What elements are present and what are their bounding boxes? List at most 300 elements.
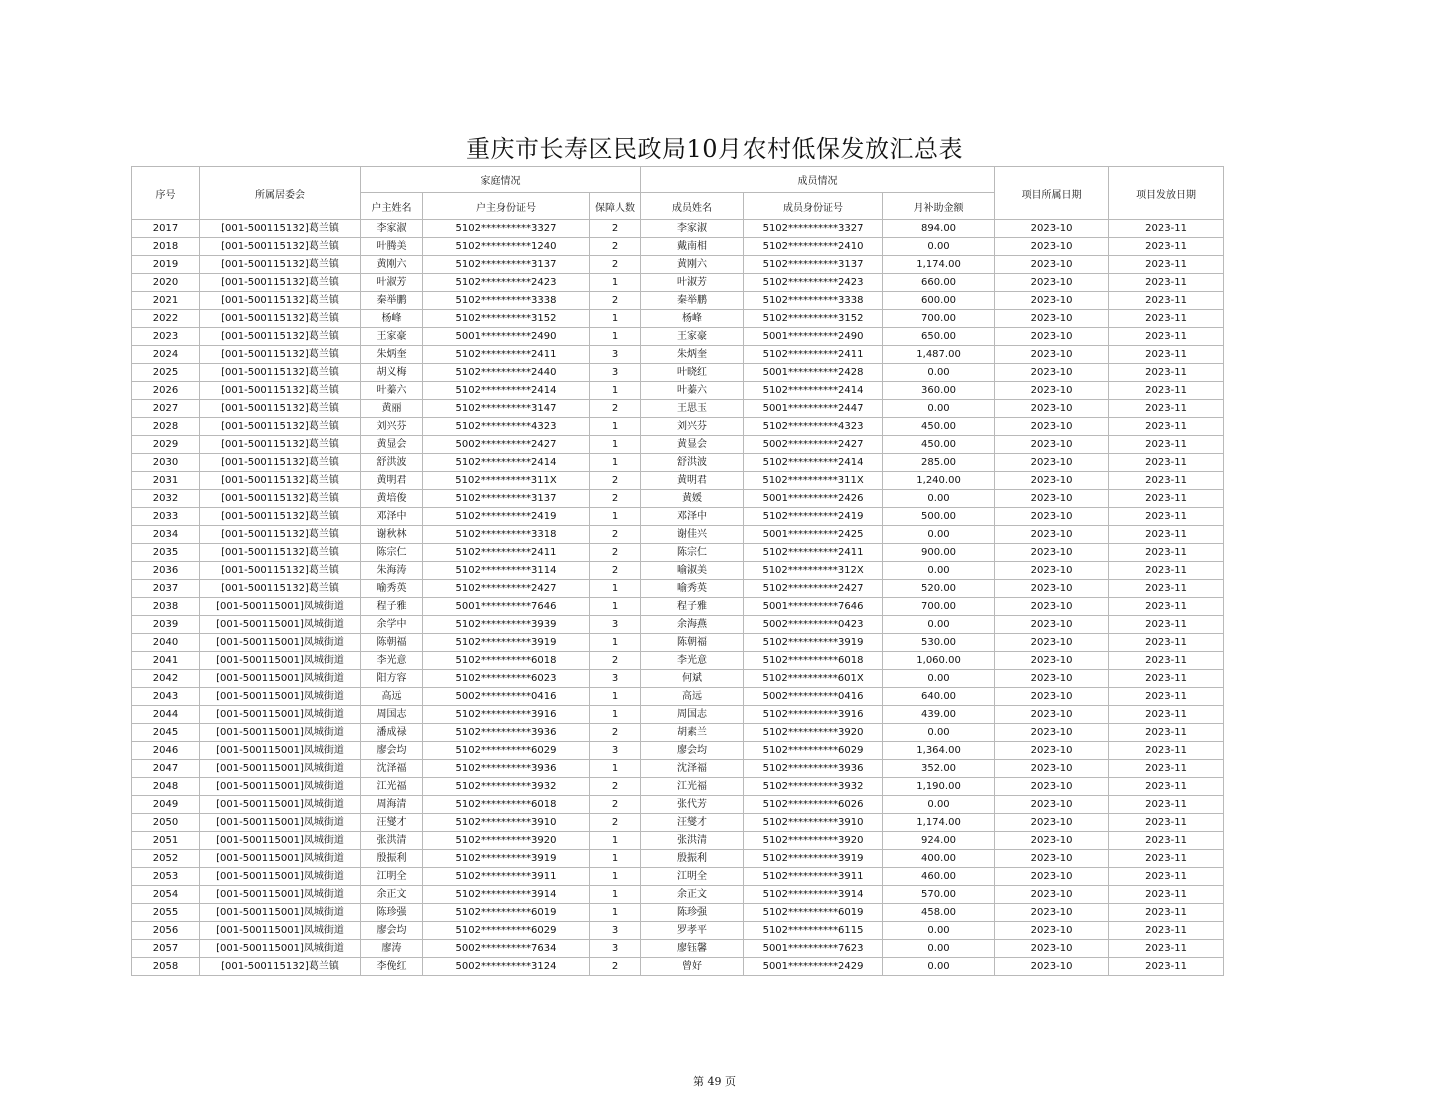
table-row bbox=[132, 562, 1224, 580]
head-name-cell: 黄丽 bbox=[361, 400, 423, 418]
committee-cell: [001-500115132]葛兰镇 bbox=[200, 292, 361, 310]
belong-date-cell: 2023-10 bbox=[995, 328, 1109, 346]
head-id-cell: 5102**********6019 bbox=[423, 904, 590, 922]
issue-date-cell: 2023-11 bbox=[1109, 526, 1224, 544]
monthly-amount-cell: 0.00 bbox=[883, 616, 995, 634]
seq-cell: 2038 bbox=[132, 598, 200, 616]
member-id-cell: 5102**********3932 bbox=[744, 778, 883, 796]
belong-date-cell: 2023-10 bbox=[995, 616, 1109, 634]
head-id-cell: 5102**********3916 bbox=[423, 706, 590, 724]
seq-cell: 2058 bbox=[132, 958, 200, 976]
insured-count-cell: 1 bbox=[590, 508, 641, 526]
member-id-cell: 5102**********3920 bbox=[744, 724, 883, 742]
head-name-cell: 喻秀英 bbox=[361, 580, 423, 598]
head-id-cell: 5102**********6029 bbox=[423, 922, 590, 940]
member-name-cell: 张洪清 bbox=[641, 832, 744, 850]
committee-cell: [001-500115132]葛兰镇 bbox=[200, 508, 361, 526]
member-name-cell: 何斌 bbox=[641, 670, 744, 688]
head-name-cell: 李光意 bbox=[361, 652, 423, 670]
seq-cell: 2049 bbox=[132, 796, 200, 814]
head-name-cell: 杨峰 bbox=[361, 310, 423, 328]
issue-date-cell: 2023-11 bbox=[1109, 472, 1224, 490]
issue-date-cell: 2023-11 bbox=[1109, 688, 1224, 706]
belong-date-cell: 2023-10 bbox=[995, 310, 1109, 328]
header-issue-date: 项目发放日期 bbox=[1109, 167, 1224, 220]
table-row bbox=[132, 544, 1224, 562]
issue-date-cell: 2023-11 bbox=[1109, 760, 1224, 778]
table-body bbox=[132, 220, 1224, 976]
belong-date-cell: 2023-10 bbox=[995, 904, 1109, 922]
committee-cell: [001-500115001]凤城街道 bbox=[200, 868, 361, 886]
head-name-cell: 朱海涛 bbox=[361, 562, 423, 580]
member-id-cell: 5102**********3152 bbox=[744, 310, 883, 328]
insured-count-cell: 2 bbox=[590, 814, 641, 832]
monthly-amount-cell: 360.00 bbox=[883, 382, 995, 400]
belong-date-cell: 2023-10 bbox=[995, 958, 1109, 976]
head-id-cell: 5102**********3338 bbox=[423, 292, 590, 310]
insured-count-cell: 1 bbox=[590, 328, 641, 346]
head-name-cell: 廖会均 bbox=[361, 742, 423, 760]
table-row bbox=[132, 706, 1224, 724]
monthly-amount-cell: 0.00 bbox=[883, 670, 995, 688]
member-id-cell: 5102**********2423 bbox=[744, 274, 883, 292]
table-row bbox=[132, 670, 1224, 688]
member-id-cell: 5102**********2427 bbox=[744, 580, 883, 598]
issue-date-cell: 2023-11 bbox=[1109, 598, 1224, 616]
table-row bbox=[132, 256, 1224, 274]
seq-cell: 2042 bbox=[132, 670, 200, 688]
seq-cell: 2035 bbox=[132, 544, 200, 562]
insured-count-cell: 1 bbox=[590, 760, 641, 778]
issue-date-cell: 2023-11 bbox=[1109, 886, 1224, 904]
header-head-id: 户主身份证号 bbox=[423, 193, 590, 220]
head-id-cell: 5002**********7634 bbox=[423, 940, 590, 958]
table-row bbox=[132, 922, 1224, 940]
monthly-amount-cell: 450.00 bbox=[883, 418, 995, 436]
monthly-amount-cell: 352.00 bbox=[883, 760, 995, 778]
seq-cell: 2054 bbox=[132, 886, 200, 904]
seq-cell: 2046 bbox=[132, 742, 200, 760]
belong-date-cell: 2023-10 bbox=[995, 778, 1109, 796]
head-name-cell: 廖会均 bbox=[361, 922, 423, 940]
monthly-amount-cell: 460.00 bbox=[883, 868, 995, 886]
monthly-amount-cell: 924.00 bbox=[883, 832, 995, 850]
committee-cell: [001-500115001]凤城街道 bbox=[200, 652, 361, 670]
committee-cell: [001-500115001]凤城街道 bbox=[200, 832, 361, 850]
member-id-cell: 5002**********0416 bbox=[744, 688, 883, 706]
member-name-cell: 黄刚六 bbox=[641, 256, 744, 274]
head-id-cell: 5102**********3137 bbox=[423, 256, 590, 274]
seq-cell: 2021 bbox=[132, 292, 200, 310]
belong-date-cell: 2023-10 bbox=[995, 220, 1109, 238]
committee-cell: [001-500115001]凤城街道 bbox=[200, 796, 361, 814]
monthly-amount-cell: 1,174.00 bbox=[883, 814, 995, 832]
head-id-cell: 5102**********2414 bbox=[423, 454, 590, 472]
table-row bbox=[132, 220, 1224, 238]
committee-cell: [001-500115001]凤城街道 bbox=[200, 778, 361, 796]
belong-date-cell: 2023-10 bbox=[995, 238, 1109, 256]
member-name-cell: 刘兴芬 bbox=[641, 418, 744, 436]
head-name-cell: 周国志 bbox=[361, 706, 423, 724]
table-header bbox=[132, 167, 1224, 220]
issue-date-cell: 2023-11 bbox=[1109, 256, 1224, 274]
monthly-amount-cell: 458.00 bbox=[883, 904, 995, 922]
monthly-amount-cell: 1,240.00 bbox=[883, 472, 995, 490]
member-id-cell: 5002**********2427 bbox=[744, 436, 883, 454]
table-row bbox=[132, 310, 1224, 328]
member-id-cell: 5001**********2426 bbox=[744, 490, 883, 508]
member-id-cell: 5102**********312X bbox=[744, 562, 883, 580]
belong-date-cell: 2023-10 bbox=[995, 886, 1109, 904]
table-row bbox=[132, 382, 1224, 400]
belong-date-cell: 2023-10 bbox=[995, 292, 1109, 310]
issue-date-cell: 2023-11 bbox=[1109, 832, 1224, 850]
head-name-cell: 胡义梅 bbox=[361, 364, 423, 382]
header-seq: 序号 bbox=[132, 167, 200, 220]
belong-date-cell: 2023-10 bbox=[995, 796, 1109, 814]
committee-cell: [001-500115001]凤城街道 bbox=[200, 670, 361, 688]
seq-cell: 2041 bbox=[132, 652, 200, 670]
head-name-cell: 叶腾美 bbox=[361, 238, 423, 256]
seq-cell: 2028 bbox=[132, 418, 200, 436]
belong-date-cell: 2023-10 bbox=[995, 490, 1109, 508]
committee-cell: [001-500115132]葛兰镇 bbox=[200, 580, 361, 598]
member-id-cell: 5102**********2414 bbox=[744, 454, 883, 472]
belong-date-cell: 2023-10 bbox=[995, 418, 1109, 436]
insured-count-cell: 1 bbox=[590, 886, 641, 904]
issue-date-cell: 2023-11 bbox=[1109, 508, 1224, 526]
head-id-cell: 5102**********3910 bbox=[423, 814, 590, 832]
member-id-cell: 5102**********2419 bbox=[744, 508, 883, 526]
member-name-cell: 高远 bbox=[641, 688, 744, 706]
seq-cell: 2040 bbox=[132, 634, 200, 652]
belong-date-cell: 2023-10 bbox=[995, 526, 1109, 544]
belong-date-cell: 2023-10 bbox=[995, 814, 1109, 832]
committee-cell: [001-500115132]葛兰镇 bbox=[200, 382, 361, 400]
insured-count-cell: 3 bbox=[590, 346, 641, 364]
head-name-cell: 陈珍强 bbox=[361, 904, 423, 922]
monthly-amount-cell: 0.00 bbox=[883, 940, 995, 958]
insured-count-cell: 2 bbox=[590, 400, 641, 418]
table-row bbox=[132, 688, 1224, 706]
member-name-cell: 廖会均 bbox=[641, 742, 744, 760]
seq-cell: 2053 bbox=[132, 868, 200, 886]
belong-date-cell: 2023-10 bbox=[995, 346, 1109, 364]
head-id-cell: 5102**********2427 bbox=[423, 580, 590, 598]
seq-cell: 2034 bbox=[132, 526, 200, 544]
issue-date-cell: 2023-11 bbox=[1109, 310, 1224, 328]
committee-cell: [001-500115132]葛兰镇 bbox=[200, 328, 361, 346]
committee-cell: [001-500115132]葛兰镇 bbox=[200, 256, 361, 274]
monthly-amount-cell: 700.00 bbox=[883, 598, 995, 616]
member-id-cell: 5001**********2447 bbox=[744, 400, 883, 418]
head-id-cell: 5102**********3911 bbox=[423, 868, 590, 886]
belong-date-cell: 2023-10 bbox=[995, 724, 1109, 742]
member-id-cell: 5102**********3914 bbox=[744, 886, 883, 904]
member-id-cell: 5102**********6026 bbox=[744, 796, 883, 814]
committee-cell: [001-500115132]葛兰镇 bbox=[200, 364, 361, 382]
head-name-cell: 沈泽福 bbox=[361, 760, 423, 778]
committee-cell: [001-500115132]葛兰镇 bbox=[200, 958, 361, 976]
head-name-cell: 江明全 bbox=[361, 868, 423, 886]
belong-date-cell: 2023-10 bbox=[995, 544, 1109, 562]
seq-cell: 2017 bbox=[132, 220, 200, 238]
issue-date-cell: 2023-11 bbox=[1109, 922, 1224, 940]
belong-date-cell: 2023-10 bbox=[995, 706, 1109, 724]
belong-date-cell: 2023-10 bbox=[995, 256, 1109, 274]
head-name-cell: 周海清 bbox=[361, 796, 423, 814]
table-row bbox=[132, 724, 1224, 742]
head-id-cell: 5102**********3114 bbox=[423, 562, 590, 580]
table-row bbox=[132, 904, 1224, 922]
head-name-cell: 舒洪波 bbox=[361, 454, 423, 472]
seq-cell: 2023 bbox=[132, 328, 200, 346]
header-head-name: 户主姓名 bbox=[361, 193, 423, 220]
member-id-cell: 5102**********6018 bbox=[744, 652, 883, 670]
issue-date-cell: 2023-11 bbox=[1109, 634, 1224, 652]
member-id-cell: 5102**********2411 bbox=[744, 544, 883, 562]
head-id-cell: 5002**********3124 bbox=[423, 958, 590, 976]
member-name-cell: 汪燮才 bbox=[641, 814, 744, 832]
member-name-cell: 余正文 bbox=[641, 886, 744, 904]
seq-cell: 2044 bbox=[132, 706, 200, 724]
monthly-amount-cell: 570.00 bbox=[883, 886, 995, 904]
head-name-cell: 王家豪 bbox=[361, 328, 423, 346]
head-name-cell: 黄培俊 bbox=[361, 490, 423, 508]
committee-cell: [001-500115001]凤城街道 bbox=[200, 904, 361, 922]
monthly-amount-cell: 600.00 bbox=[883, 292, 995, 310]
issue-date-cell: 2023-11 bbox=[1109, 454, 1224, 472]
monthly-amount-cell: 0.00 bbox=[883, 724, 995, 742]
insured-count-cell: 1 bbox=[590, 580, 641, 598]
head-id-cell: 5102**********311X bbox=[423, 472, 590, 490]
head-id-cell: 5102**********2411 bbox=[423, 544, 590, 562]
monthly-amount-cell: 520.00 bbox=[883, 580, 995, 598]
insured-count-cell: 3 bbox=[590, 670, 641, 688]
committee-cell: [001-500115132]葛兰镇 bbox=[200, 310, 361, 328]
seq-cell: 2018 bbox=[132, 238, 200, 256]
head-id-cell: 5102**********3920 bbox=[423, 832, 590, 850]
head-name-cell: 李家淑 bbox=[361, 220, 423, 238]
member-name-cell: 江明全 bbox=[641, 868, 744, 886]
head-id-cell: 5102**********4323 bbox=[423, 418, 590, 436]
insured-count-cell: 2 bbox=[590, 562, 641, 580]
table-row bbox=[132, 616, 1224, 634]
insured-count-cell: 1 bbox=[590, 832, 641, 850]
head-name-cell: 朱炳奎 bbox=[361, 346, 423, 364]
insured-count-cell: 2 bbox=[590, 472, 641, 490]
head-id-cell: 5102**********2411 bbox=[423, 346, 590, 364]
member-name-cell: 曾好 bbox=[641, 958, 744, 976]
member-id-cell: 5102**********4323 bbox=[744, 418, 883, 436]
header-member-group: 成员情况 bbox=[641, 167, 995, 193]
belong-date-cell: 2023-10 bbox=[995, 364, 1109, 382]
issue-date-cell: 2023-11 bbox=[1109, 544, 1224, 562]
seq-cell: 2036 bbox=[132, 562, 200, 580]
committee-cell: [001-500115001]凤城街道 bbox=[200, 814, 361, 832]
issue-date-cell: 2023-11 bbox=[1109, 940, 1224, 958]
insured-count-cell: 3 bbox=[590, 616, 641, 634]
insured-count-cell: 2 bbox=[590, 724, 641, 742]
member-name-cell: 廖钰馨 bbox=[641, 940, 744, 958]
member-id-cell: 5102**********2411 bbox=[744, 346, 883, 364]
monthly-amount-cell: 0.00 bbox=[883, 364, 995, 382]
member-name-cell: 喻秀英 bbox=[641, 580, 744, 598]
belong-date-cell: 2023-10 bbox=[995, 274, 1109, 292]
belong-date-cell: 2023-10 bbox=[995, 670, 1109, 688]
member-id-cell: 5102**********3919 bbox=[744, 850, 883, 868]
committee-cell: [001-500115001]凤城街道 bbox=[200, 922, 361, 940]
insured-count-cell: 2 bbox=[590, 220, 641, 238]
insured-count-cell: 2 bbox=[590, 292, 641, 310]
seq-cell: 2051 bbox=[132, 832, 200, 850]
issue-date-cell: 2023-11 bbox=[1109, 850, 1224, 868]
member-id-cell: 5102**********3911 bbox=[744, 868, 883, 886]
member-name-cell: 叶晓红 bbox=[641, 364, 744, 382]
member-name-cell: 王思玉 bbox=[641, 400, 744, 418]
committee-cell: [001-500115132]葛兰镇 bbox=[200, 472, 361, 490]
monthly-amount-cell: 439.00 bbox=[883, 706, 995, 724]
issue-date-cell: 2023-11 bbox=[1109, 868, 1224, 886]
head-id-cell: 5102**********3939 bbox=[423, 616, 590, 634]
seq-cell: 2056 bbox=[132, 922, 200, 940]
issue-date-cell: 2023-11 bbox=[1109, 490, 1224, 508]
seq-cell: 2024 bbox=[132, 346, 200, 364]
table-row bbox=[132, 796, 1224, 814]
table-row bbox=[132, 526, 1224, 544]
issue-date-cell: 2023-11 bbox=[1109, 562, 1224, 580]
head-id-cell: 5001**********2490 bbox=[423, 328, 590, 346]
issue-date-cell: 2023-11 bbox=[1109, 724, 1224, 742]
table-row bbox=[132, 238, 1224, 256]
committee-cell: [001-500115001]凤城街道 bbox=[200, 742, 361, 760]
head-name-cell: 阳方容 bbox=[361, 670, 423, 688]
member-name-cell: 李家淑 bbox=[641, 220, 744, 238]
seq-cell: 2025 bbox=[132, 364, 200, 382]
monthly-amount-cell: 660.00 bbox=[883, 274, 995, 292]
table-row bbox=[132, 490, 1224, 508]
seq-cell: 2019 bbox=[132, 256, 200, 274]
page-number: 第 49 页 bbox=[693, 1075, 736, 1088]
head-name-cell: 黄显会 bbox=[361, 436, 423, 454]
seq-cell: 2045 bbox=[132, 724, 200, 742]
member-id-cell: 5102**********3936 bbox=[744, 760, 883, 778]
head-name-cell: 汪燮才 bbox=[361, 814, 423, 832]
insured-count-cell: 1 bbox=[590, 688, 641, 706]
monthly-amount-cell: 1,190.00 bbox=[883, 778, 995, 796]
monthly-amount-cell: 900.00 bbox=[883, 544, 995, 562]
member-id-cell: 5102**********6019 bbox=[744, 904, 883, 922]
belong-date-cell: 2023-10 bbox=[995, 598, 1109, 616]
header-committee: 所属居委会 bbox=[200, 167, 361, 220]
committee-cell: [001-500115001]凤城街道 bbox=[200, 886, 361, 904]
issue-date-cell: 2023-11 bbox=[1109, 778, 1224, 796]
member-name-cell: 舒洪波 bbox=[641, 454, 744, 472]
member-id-cell: 5102**********3916 bbox=[744, 706, 883, 724]
monthly-amount-cell: 0.00 bbox=[883, 958, 995, 976]
insured-count-cell: 1 bbox=[590, 904, 641, 922]
monthly-amount-cell: 1,487.00 bbox=[883, 346, 995, 364]
table-row bbox=[132, 418, 1224, 436]
insured-count-cell: 2 bbox=[590, 526, 641, 544]
member-name-cell: 罗孝平 bbox=[641, 922, 744, 940]
belong-date-cell: 2023-10 bbox=[995, 382, 1109, 400]
member-name-cell: 陈珍强 bbox=[641, 904, 744, 922]
head-id-cell: 5102**********1240 bbox=[423, 238, 590, 256]
table-row bbox=[132, 742, 1224, 760]
member-id-cell: 5102**********3919 bbox=[744, 634, 883, 652]
monthly-amount-cell: 500.00 bbox=[883, 508, 995, 526]
seq-cell: 2048 bbox=[132, 778, 200, 796]
insured-count-cell: 2 bbox=[590, 778, 641, 796]
belong-date-cell: 2023-10 bbox=[995, 580, 1109, 598]
committee-cell: [001-500115132]葛兰镇 bbox=[200, 274, 361, 292]
head-id-cell: 5102**********3936 bbox=[423, 724, 590, 742]
monthly-amount-cell: 640.00 bbox=[883, 688, 995, 706]
member-name-cell: 杨峰 bbox=[641, 310, 744, 328]
insured-count-cell: 1 bbox=[590, 634, 641, 652]
issue-date-cell: 2023-11 bbox=[1109, 904, 1224, 922]
member-id-cell: 5002**********0423 bbox=[744, 616, 883, 634]
head-name-cell: 秦举鹏 bbox=[361, 292, 423, 310]
member-id-cell: 5001**********2428 bbox=[744, 364, 883, 382]
monthly-amount-cell: 530.00 bbox=[883, 634, 995, 652]
member-name-cell: 张代芳 bbox=[641, 796, 744, 814]
committee-cell: [001-500115001]凤城街道 bbox=[200, 688, 361, 706]
head-id-cell: 5002**********2427 bbox=[423, 436, 590, 454]
belong-date-cell: 2023-10 bbox=[995, 508, 1109, 526]
member-name-cell: 李光意 bbox=[641, 652, 744, 670]
table-row bbox=[132, 454, 1224, 472]
table-row bbox=[132, 598, 1224, 616]
belong-date-cell: 2023-10 bbox=[995, 454, 1109, 472]
monthly-amount-cell: 0.00 bbox=[883, 400, 995, 418]
member-name-cell: 叶淑芳 bbox=[641, 274, 744, 292]
issue-date-cell: 2023-11 bbox=[1109, 346, 1224, 364]
issue-date-cell: 2023-11 bbox=[1109, 580, 1224, 598]
committee-cell: [001-500115132]葛兰镇 bbox=[200, 220, 361, 238]
committee-cell: [001-500115132]葛兰镇 bbox=[200, 346, 361, 364]
page-title: 重庆市长寿区民政局10月农村低保发放汇总表 bbox=[465, 135, 964, 163]
table-row bbox=[132, 472, 1224, 490]
member-id-cell: 5102**********3137 bbox=[744, 256, 883, 274]
issue-date-cell: 2023-11 bbox=[1109, 274, 1224, 292]
member-name-cell: 谢佳兴 bbox=[641, 526, 744, 544]
issue-date-cell: 2023-11 bbox=[1109, 706, 1224, 724]
issue-date-cell: 2023-11 bbox=[1109, 616, 1224, 634]
committee-cell: [001-500115001]凤城街道 bbox=[200, 850, 361, 868]
table-row bbox=[132, 832, 1224, 850]
issue-date-cell: 2023-11 bbox=[1109, 814, 1224, 832]
monthly-amount-cell: 0.00 bbox=[883, 490, 995, 508]
member-id-cell: 5001**********2429 bbox=[744, 958, 883, 976]
table-row bbox=[132, 868, 1224, 886]
insured-count-cell: 2 bbox=[590, 544, 641, 562]
member-name-cell: 黄媛 bbox=[641, 490, 744, 508]
issue-date-cell: 2023-11 bbox=[1109, 238, 1224, 256]
seq-cell: 2029 bbox=[132, 436, 200, 454]
insured-count-cell: 3 bbox=[590, 940, 641, 958]
committee-cell: [001-500115001]凤城街道 bbox=[200, 724, 361, 742]
head-name-cell: 潘成禄 bbox=[361, 724, 423, 742]
committee-cell: [001-500115132]葛兰镇 bbox=[200, 238, 361, 256]
issue-date-cell: 2023-11 bbox=[1109, 436, 1224, 454]
member-name-cell: 邓泽中 bbox=[641, 508, 744, 526]
head-id-cell: 5102**********6018 bbox=[423, 652, 590, 670]
head-name-cell: 谢秋林 bbox=[361, 526, 423, 544]
member-name-cell: 周国志 bbox=[641, 706, 744, 724]
head-id-cell: 5102**********3137 bbox=[423, 490, 590, 508]
